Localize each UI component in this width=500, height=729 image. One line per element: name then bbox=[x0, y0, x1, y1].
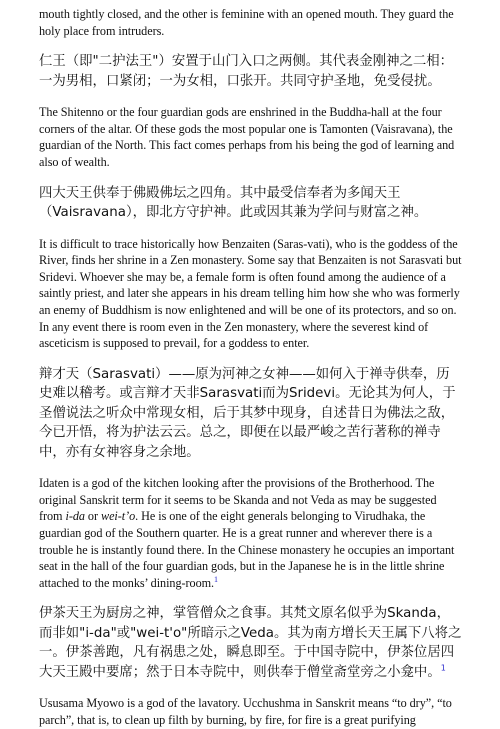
paragraph-cn-benzaiten: 辩才天（Sarasvati）——原为河神之女神——如何入于禅寺供奉，历史难以稽考。或言辩才天非Sarasvati而为Sridevi。无论其为何人，于圣僧说法之听众中常现女相，后于其梦中现身，自述昔日为佛法之敌，今已开悟，将为护法云云。总之，即便在以最严峻之苦行著称的禅寺中，亦有女神容身之余地。 bbox=[39, 366, 456, 460]
footnote-link-1[interactable]: 1 bbox=[214, 574, 218, 584]
paragraph-en-idaten bbox=[39, 475, 462, 591]
paragraph-cn-idaten bbox=[39, 604, 462, 682]
paragraph-cn-nio: 仁王（即"二护法王"）安置于山门入口之两侧。其代表金刚神之二相：一为男相，口紧闭；一为女相，口张开。共同守护圣地，免受侵扰。 bbox=[39, 54, 454, 89]
paragraph-en-guardians-mouth: mouth tightly closed, and the other is feminine with an opened mouth. They guard the holy place from intruders. bbox=[39, 7, 454, 38]
idaten-term-weito: wei-t’o bbox=[100, 509, 136, 524]
idaten-text-2: or bbox=[84, 509, 101, 524]
footnote-link-1-cn[interactable]: 1 bbox=[440, 663, 446, 673]
paragraph-cn-shitenno: 四大天王供奉于佛殿佛坛之四角。其中最受信奉者为多闻天王（Vaisravana），即北方守护神。此或因其兼为学问与财富之神。 bbox=[39, 185, 428, 221]
idaten-text-1: Idaten is a god of the kitchen looking after the provisions of the Brotherhood. The original Sanskrit term for it seems to be Skanda and not Veda as may be suggested from bbox=[39, 476, 437, 524]
paragraph-en-shitenno: The Shitenno or the four guardian gods are enshrined in the Buddha-hall at the four corners of the altar. Of these gods the most popular one is Tamonten (Vaisravana), the guardian of the North. This fact comes perhaps from his being the god of learning and also of wealth. bbox=[39, 105, 455, 169]
idaten-text-3: . He is one of the eight generals belonging to Virudhaka, the guardian god of the Southern quarter. He is a great runner and wherever there is a trouble he is instantly found there. In the Chinese monastery he occupies an important seat in the hall of the four guardian gods, but in the Japanese he is in the little shrine attached to the monks’ dining-room. bbox=[39, 509, 455, 590]
idaten-term-ida: i-da bbox=[65, 509, 85, 524]
paragraph-en-benzaiten: It is difficult to trace historically how Benzaiten (Saras-vati), who is the goddess of the River, finds her shrine in a Zen monastery. Some say that Benzaiten is not Sarasvati but Sridevi. Whoever she may be, a female form is often found among the audience of a saintly priest, and later she appears in his dream telling him how she who was formerly an enemy of Buddhism is now enlightened and will be one of its protectors, and so on. In any event there is room even in the Zen monastery, where the severest kind of asceticism is supposed to prevail, for a goddess to enter. bbox=[39, 236, 462, 351]
idaten-cn-text: 伊茶天王为厨房之神，掌管僧众之食事。其梵文原名似乎为Skanda，而非如"i-da"或"wei-t'o"所暗示之Veda。其为南方增长天王属下八将之一。伊茶善跑，凡有祸患之处，瞬息即至。于中国寺院中，伊茶位居四大天王殿中要席；然于日本寺院中，则供奉于僧堂斋堂旁之小龛中。 bbox=[39, 606, 462, 680]
paragraph-en-ususama: Ususama Myowo is a god of the lavatory. Ucchushma in Sanskrit means “to dry”, “to parch”, that is, to clean up filth by burning, by fire, for fire is a great purifying bbox=[39, 696, 452, 727]
